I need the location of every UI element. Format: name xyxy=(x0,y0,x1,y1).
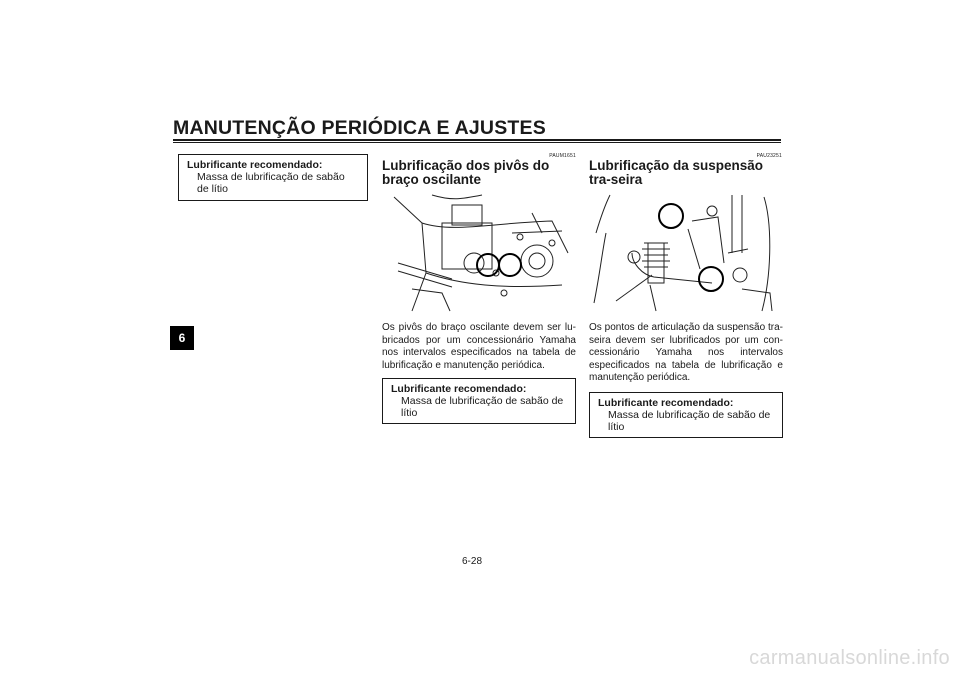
header-rule xyxy=(173,139,781,141)
rear-suspension-lubricant-box xyxy=(589,392,783,438)
chapter-tab: 6 xyxy=(170,326,194,350)
swingarm-pivot-illustration xyxy=(392,193,570,315)
section-heading: Lubrificação dos pivôs do braço oscilante xyxy=(382,158,550,187)
section-paragraph: Os pivôs do braço oscilante devem ser lu-bricados por um concessionário Yamaha nos intervalos especificados na tabela de lubrificação e manutenção periódica. xyxy=(382,322,576,371)
lubricant-label: Lubrificante recomendado: xyxy=(391,383,527,395)
section-paragraph: Os pontos de articulação da suspensão tra-seira devem ser lubrificados por um con-cessionário Yamaha nos intervalos especificados na tabela de lubrificação e manutenção periódica. xyxy=(589,322,783,384)
lubricant-value: Massa de lubrificação de sabão de lítio xyxy=(401,395,564,419)
page-number: 6-28 xyxy=(462,556,483,567)
left-lubricant-box xyxy=(178,154,368,201)
section-code: PAUM1651 xyxy=(549,153,576,159)
watermark-text[interactable]: carmanualsonline.info xyxy=(749,647,950,669)
header-rule-thin xyxy=(173,142,781,143)
section-code: PAU23251 xyxy=(756,153,782,159)
section-heading: Lubrificação da suspensão tra-seira xyxy=(589,158,764,187)
swingarm-lubricant-box xyxy=(382,378,576,424)
page-title: MANUTENÇÃO PERIÓDICA E AJUSTES xyxy=(173,117,546,139)
lubricant-label: Lubrificante recomendado: xyxy=(187,159,323,171)
lubricant-value: Massa de lubrificação de sabão de lítio xyxy=(197,171,345,195)
lubricant-label: Lubrificante recomendado: xyxy=(598,397,734,409)
lubricant-value: Massa de lubrificação de sabão de lítio xyxy=(608,409,771,433)
rear-suspension-illustration xyxy=(592,193,776,315)
